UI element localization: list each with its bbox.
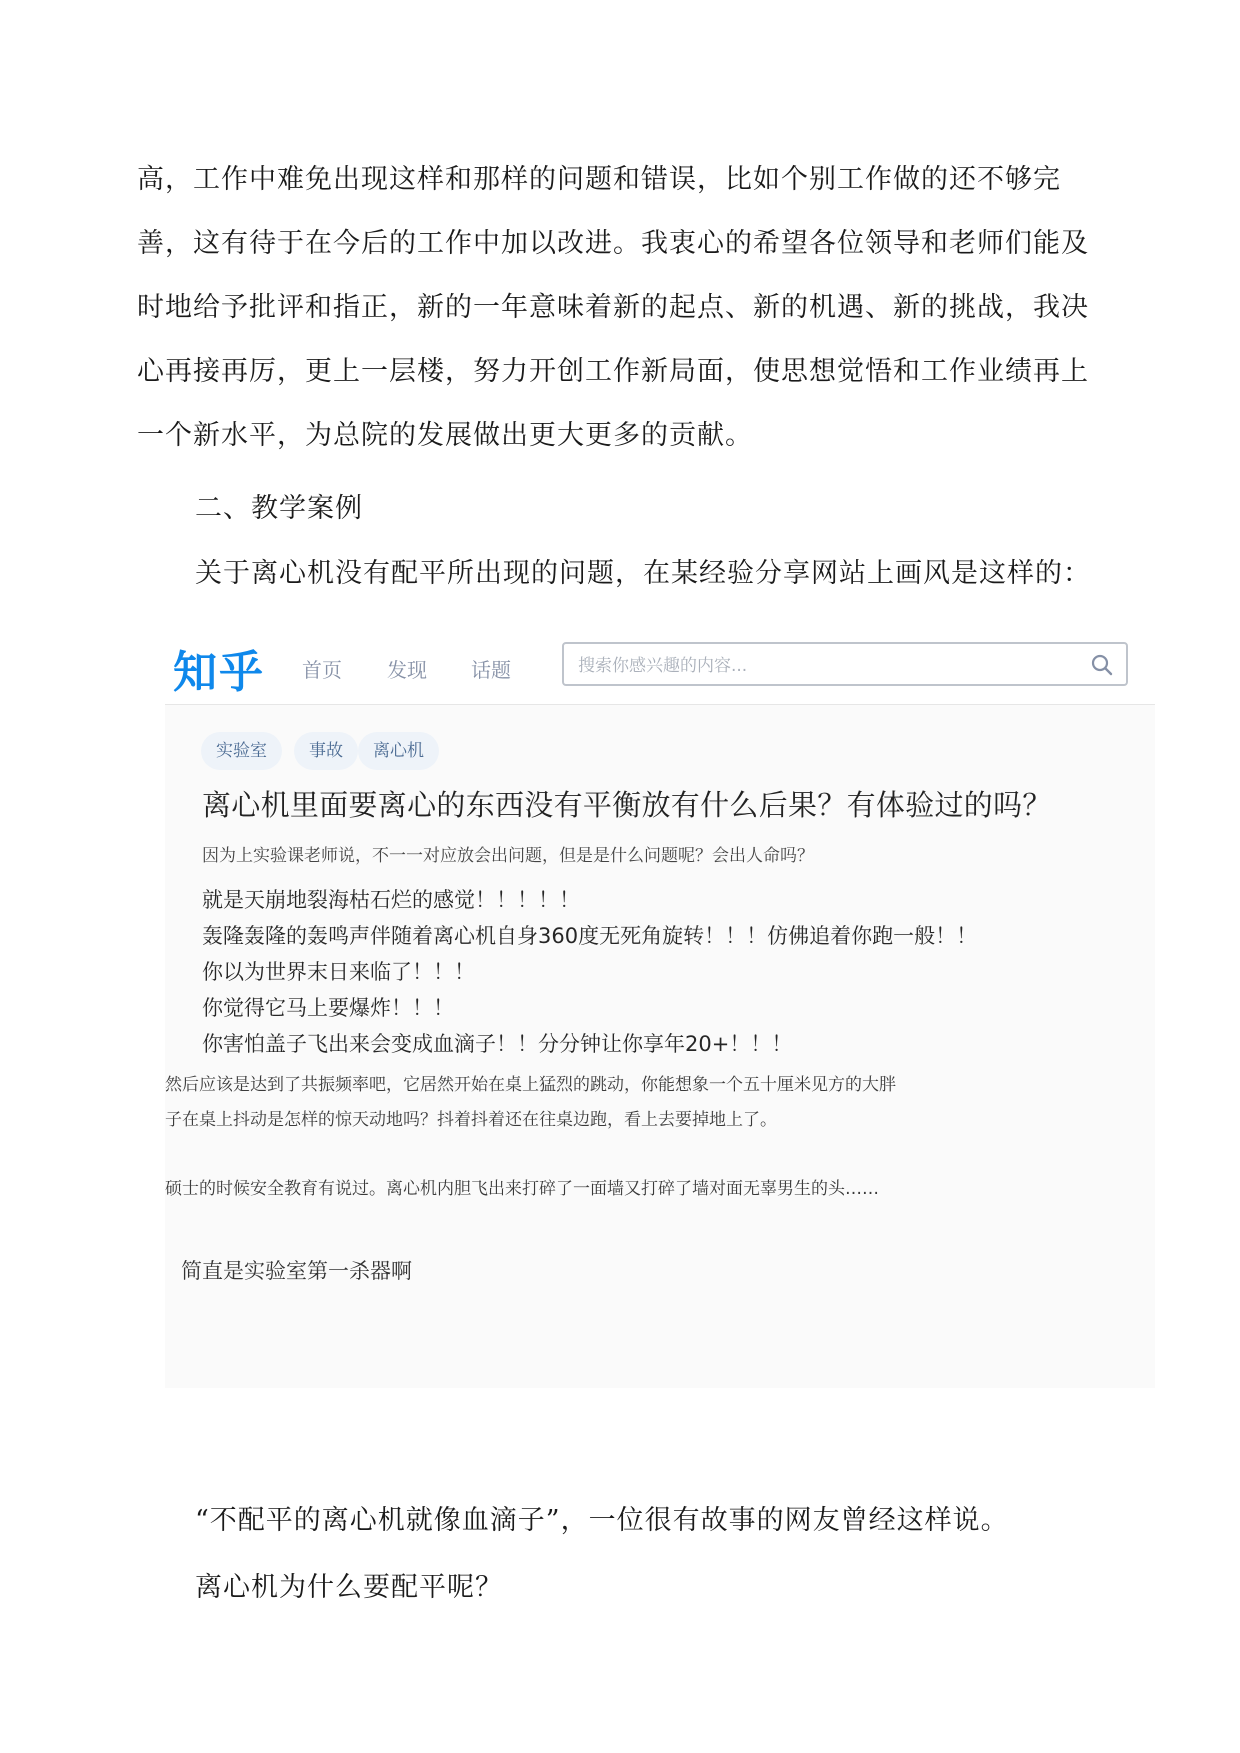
answer-3: 硕士的时候安全教育有说过。离心机内胆飞出来打碎了一面墙又打碎了墙对面无辜男生的头…… [165,1179,879,1199]
intro-paragraph: 关于离心机没有配平所出现的问题，在某经验分享网站上画风是这样的： [195,558,1091,589]
question-title[interactable]: 离心机里面要离心的东西没有平衡放有什么后果？有体验过的吗？ [202,788,1052,822]
answer-line: 轰隆轰隆的轰鸣声伴随着离心机自身360度无死角旋转！！！仿佛追着你跑一般！！ [202,924,978,948]
answer-line: 你觉得它马上要爆炸！！！ [202,996,454,1020]
answer-2-line: 子在桌上抖动是怎样的惊天动地吗？抖着抖着还在往桌边跑，看上去要掉地上了。 [165,1110,777,1130]
zhihu-header [165,628,1155,705]
nav-discover[interactable]: 发现 [387,658,427,682]
topic-tag-accident[interactable]: 事故 [294,732,358,770]
nav-topic[interactable]: 话题 [471,658,511,682]
question-detail: 因为上实验课老师说，不一一对应放会出问题，但是是什么问题呢？会出人命吗？ [202,846,814,866]
search-box [562,642,1128,686]
question-paragraph: 离心机为什么要配平呢？ [195,1572,503,1603]
topic-tag-centrifuge[interactable]: 离心机 [358,732,439,770]
quote-paragraph: “不配平的离心机就像血滴子”，一位很有故事的网友曾经这样说。 [195,1505,1009,1536]
embedded-zhihu-screenshot [165,628,1155,1388]
answer-4: 简直是实验室第一杀器啊 [181,1259,412,1283]
search-icon[interactable] [1090,653,1114,677]
answer-2-line: 然后应该是达到了共振频率吧，它居然开始在桌上猛烈的跳动，你能想象一个五十厘米见方的大胖 [165,1075,896,1095]
answer-line: 就是天崩地裂海枯石烂的感觉！！！！！ [202,888,580,912]
section-heading: 二、教学案例 [195,493,363,524]
nav-home[interactable]: 首页 [302,658,342,682]
search-input[interactable] [576,651,1060,681]
zhihu-logo[interactable]: 知乎 [173,647,265,698]
body-paragraph: 高，工作中难免出现这样和那样的问题和错误，比如个别工作做的还不够完善，这有待于在今后的工作中加以改进。我衷心的希望各位领导和老师们能及时地给予批评和指正，新的一年意味着新的起点、新的机遇、新的挑战，我决心再接再厉，更上一层楼，努力开创工作新局面，使思想觉悟和工作业绩再上一个新水平，为总院的发展做出更大更多的贡献。 [137,164,1089,451]
answer-line: 你害怕盖子飞出来会变成血滴子！！分分钟让你享年20+！！！ [202,1032,793,1056]
answer-line: 你以为世界末日来临了！！！ [202,960,475,984]
topic-tag-lab[interactable]: 实验室 [201,732,282,770]
